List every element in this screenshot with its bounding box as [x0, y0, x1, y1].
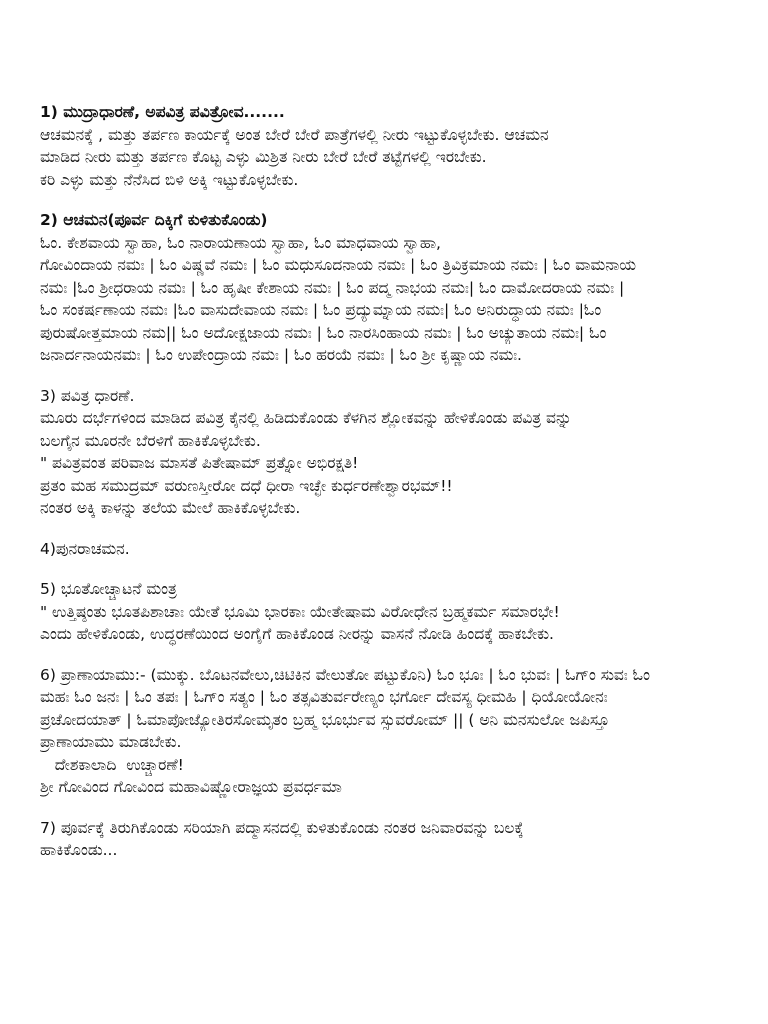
- section-5: [40, 578, 740, 646]
- paragraph-line: ನಂತರ ಅಕ್ಕಿ ಕಾಳನ್ನು ತಲೆಯ ಮೇಲೆ ಹಾಕಿಕೊಳ್ಳಬೇಕು.: [40, 499, 301, 517]
- section-2-heading: 2) ಆಚಮನ(ಪೂರ್ವ ದಿಕ್ಕಿಗೆ ಕುಳಿತುಕೊಂಡು): [40, 211, 268, 229]
- section-1-heading: 1) ಮುದ್ರಾಧಾರಣೆ, ಅಪವಿತ್ರ ಪವಿತ್ರೋವ.......: [40, 103, 285, 121]
- paragraph-line: ಮಹಃ ಓಂ ಜನಃ | ಓಂ ತಪಃ | ಓಗ್ಂ ಸತ್ಯಂ | ಓಂ ತತ್ಸವಿತುರ್ವರೇಣ್ಯಂ ಭರ್ಗೋ ದೇವಸ್ಯ ಧೀಮಹಿ | ಧಿಯೋಯೋನಃ: [40, 688, 608, 706]
- paragraph-line: ಮೂರು ದರ್ಭೆಗಳಿಂದ ಮಾಡಿದ ಪವಿತ್ರ ಕೈನಲ್ಲಿ ಹಿಡಿದುಕೊಂಡು ಕೆಳಗಿನ ಶ್ಲೋಕವನ್ನು ಹೇಳಿಕೊಂಡು ಪವಿತ್ರ ವನ್ನು: [40, 409, 572, 427]
- paragraph-line: " ಪವಿತ್ರವಂತ ಪರಿವಾಜ ಮಾಸತೆ ಪಿತೇಷಾಮ್ ಪ್ರತ್ನೋ ಅಭಿರಕ್ಷತಿ!: [40, 454, 359, 472]
- paragraph-line: ಓಂ ಸಂಕರ್ಷಣಾಯ ನಮಃ |ಓಂ ವಾಸುದೇವಾಯ ನಮಃ | ಓಂ ಪ್ರದ್ಯುಮ್ನಾಯ ನಮಃ| ಓಂ ಅನಿರುದ್ಧಾಯ ನಮಃ |ಓಂ: [40, 301, 602, 319]
- section-4: [40, 538, 740, 561]
- section-7: [40, 817, 740, 862]
- paragraph-line: " ಉತ್ತಿಷ್ಠಂತು ಭೂತಪಿಶಾಚಾಃ ಯೇತೆ ಭೂಮಿ ಭಾರಕಾಃ ಯೇತೇಷಾಮ ವಿರೋಧೇನ ಬ್ರಹ್ಮಕರ್ಮ ಸಮಾರಭೇ!: [40, 602, 560, 621]
- section-6-heading: 6) ಪ್ರಾಣಾಯಾಮು:- (ಮುಕ್ಕು. ಬೊಟನವೇಲು,ಚಿಟಿಕಿನ ವೇಲುತೋ ಪಟ್ಟುಕೊನಿ) ಓಂ ಭೂಃ | ಓಂ ಭುವಃ | ಓಗ್ಂ ಸುವಃ ಓಂ: [40, 665, 650, 684]
- section-3-heading: 3) ಪವಿತ್ರ ಧಾರಣೆ.: [40, 386, 135, 405]
- paragraph-line: ಪ್ರಾಣಾಯಾಮು ಮಾಡಬೇಕು.: [40, 733, 182, 751]
- paragraph-line: ಹಾಕಿಕೊಂಡು...: [40, 841, 118, 859]
- paragraph-line: ಮಾಡಿದ ನೀರು ಮತ್ತು ತರ್ಪಣ ಕೊಟ್ಟ ಎಳ್ಳು ಮಿಶ್ರಿತ ನೀರು ಬೇರೆ ಬೇರೆ ತಟ್ಟೆಗಳಲ್ಲಿ ಇರಬೇಕು.: [40, 148, 487, 166]
- paragraph-line: ಬಲಗೈನ ಮೂರನೇ ಬೆರಳಿಗೆ ಹಾಕಿಕೊಳ್ಳಬೇಕು.: [40, 431, 261, 450]
- paragraph-line: ಆಚಮನಕ್ಕೆ , ಮತ್ತು ತರ್ಪಣ ಕಾರ್ಯಕ್ಕೆ ಅಂತ ಬೇರೆ ಬೇರೆ ಪಾತ್ರೆಗಳಲ್ಲಿ ನೀರು ಇಟ್ಟುಕೊಳ್ಳಬೇಕು. ಆಚಮನ: [40, 125, 549, 144]
- paragraph-line: ಓಂ. ಕೇಶವಾಯ ಸ್ವಾಹಾ, ಓಂ ನಾರಾಯಣಾಯ ಸ್ವಾಹಾ, ಓಂ ಮಾಧವಾಯ ಸ್ವಾಹಾ,: [40, 233, 441, 252]
- section-7-heading: 7) ಪೂರ್ವಕ್ಕೆ ತಿರುಗಿಕೊಂಡು ಸರಿಯಾಗಿ ಪದ್ಮಾಸನದಲ್ಲಿ ಕುಳಿತುಕೊಂಡು ನಂತರ ಜನಿವಾರವನ್ನು ಬಲಕ್ಕೆ: [40, 818, 524, 837]
- section-6: [40, 664, 740, 799]
- paragraph-line: ಕರಿ ಎಳ್ಳು ಮತ್ತು ನೆನೆಸಿದ ಬಿಳಿ ಅಕ್ಕಿ ಇಟ್ಟುಕೊಳ್ಳಬೇಕು.: [40, 170, 299, 189]
- paragraph-line: ಪುರುಷೋತ್ತಮಾಯ ನಮ|| ಓಂ ಅದೋಕ್ಷಜಾಯ ನಮಃ | ಓಂ ನಾರಸಿಂಹಾಯ ನಮಃ | ಓಂ ಅಚ್ಯುತಾಯ ನಮಃ| ಓಂ: [40, 323, 607, 342]
- document-page: [40, 101, 740, 880]
- paragraph-line: ಗೋವಿಂದಾಯ ನಮಃ | ಓಂ ವಿಷ್ಣವೆ ನಮಃ | ಓಂ ಮಧುಸೂದನಾಯ ನಮಃ | ಓಂ ತ್ರಿವಿಕ್ರಮಾಯ ನಮಃ | ಓಂ ವಾಮನಾಯ: [40, 256, 636, 274]
- paragraph-line: ಎಂದು ಹೇಳಿಕೊಂಡು, ಉದ್ಧರಣೆಯಿಂದ ಅಂಗೈಗೆ ಹಾಕಿಕೊಂಡ ನೀರನ್ನು ವಾಸನೆ ನೋಡಿ ಹಿಂದಕ್ಕೆ ಹಾಕಬೇಕು.: [40, 625, 554, 643]
- section-3: [40, 385, 740, 520]
- section-2: [40, 209, 740, 367]
- paragraph-line: ಪ್ರಚೋದಯಾತ್ | ಓಮಾಪೋಜ್ಯೋತಿರಸೋಮೃತಂ ಬ್ರಹ್ಮ ಭೂರ್ಭುವ ಸ್ಸುವರೋಮ್ || ( ಅನಿ ಮನಸುಲೋ ಜಪಿಸ್ತೂ: [40, 710, 610, 729]
- paragraph-line: ಪ್ರತಂ ಮಹ ಸಮುದ್ರಮ್ ವರುಣಸ್ತೀರೋ ದಧೆ ಧೀರಾ ಇಚ್ಛೇ ಕುರ್ಧರಣೇಶ್ವಾರಭಮ್!!: [40, 476, 453, 495]
- section-5-heading: 5) ಭೂತೋಚ್ಚಾಟನೆ ಮಂತ್ರ: [40, 580, 177, 598]
- paragraph-line: ಶ್ರೀ ಗೋವಿಂದ ಗೋವಿಂದ ಮಹಾವಿಷ್ಣೋರಾಜ್ಞಯ ಪ್ರವರ್ಧಮಾ: [40, 778, 342, 796]
- paragraph-line: ಜನಾರ್ದನಾಯನಮಃ | ಓಂ ಉಪೇಂದ್ರಾಯ ನಮಃ | ಓಂ ಹರಯೆ ನಮಃ | ಓಂ ಶ್ರೀ ಕೃಷ್ಣಾಯ ನಮಃ.: [40, 346, 522, 364]
- section-4-heading: 4)ಪುನರಾಚಮನ.: [40, 539, 130, 558]
- section-1: [40, 101, 740, 191]
- paragraph-line: ನಮಃ |ಓಂ ಶ್ರೀಧರಾಯ ನಮಃ | ಓಂ ಹೃಷೀ ಕೇಶಾಯ ನಮಃ | ಓಂ ಪದ್ಮ ನಾಭಯ ನಮಃ| ಓಂ ದಾಮೋದರಾಯ ನಮಃ |: [40, 278, 625, 297]
- paragraph-line: ದೇಶಕಾಲಾದಿ ಉಚ್ಚಾರಣೆ!: [40, 755, 184, 774]
